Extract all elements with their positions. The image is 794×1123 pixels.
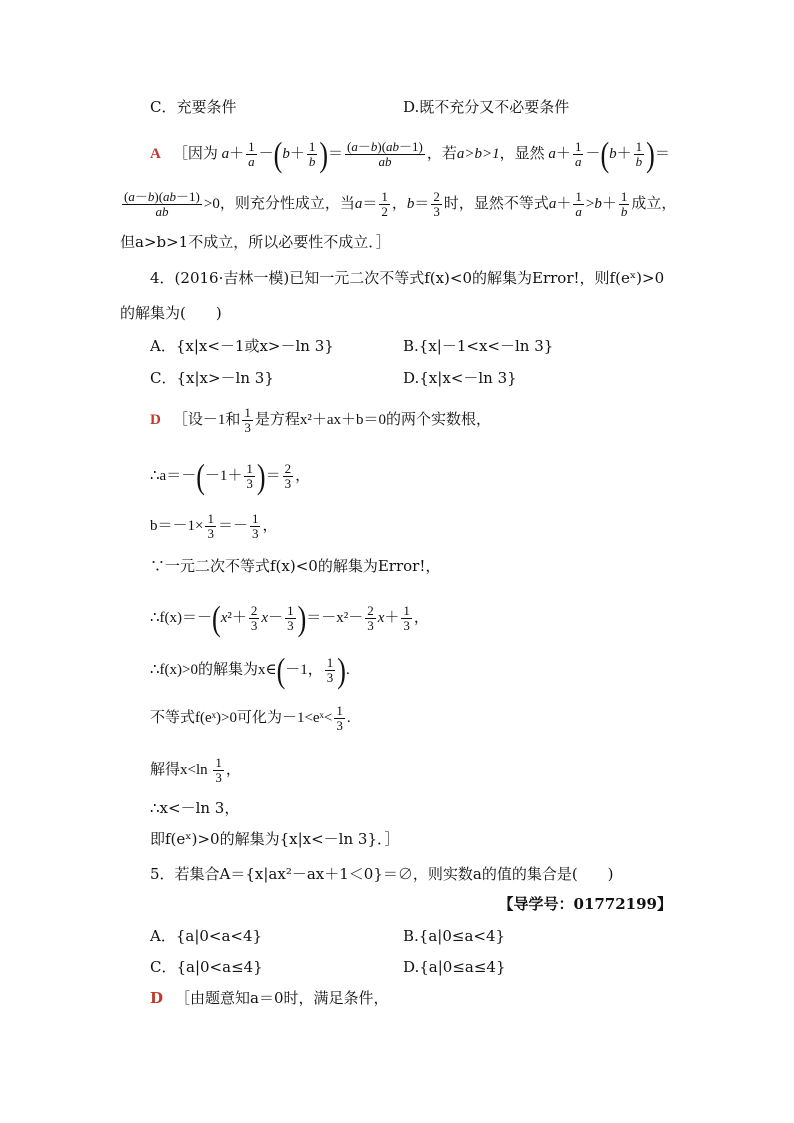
q4-solution-line1: D ［设－1和 $\frac{1}{3}$ 是方程x²＋ax＋b＝0的两个实数根， xyxy=(150,405,492,435)
q4-answer-letter: D xyxy=(150,411,161,428)
q4-solution-solve: 解得x<ln $\frac{1}{3}$ ， xyxy=(150,755,241,785)
q5-option-c: C．{a|0<a≤4} xyxy=(150,958,263,976)
q3-option-c: C．充要条件 xyxy=(150,98,237,116)
q3-answer-letter: A xyxy=(150,145,161,162)
q5-answer-letter: D xyxy=(150,989,164,1007)
q4-option-b: B.{x|－1<x<－ln 3} xyxy=(403,337,554,355)
q4-solution-result: ∴x<－ln 3， xyxy=(150,799,240,817)
q3-answer-line1: A ［因为 a＋ $\frac{1}{a}$ －(b＋ $\frac{1}{b}$ )＝ $\frac{(a-b)(ab-1)}{ab}$ ，若a>b>1，显然 a＋ $\frac{1}{a}$ －(b＋ $\frac{1}{b}$ )＝ xyxy=(150,134,670,174)
q4-solution-ineq: 不等式f(eˣ)>0可化为－1<eˣ< $\frac{1}{3}$ . xyxy=(150,703,351,733)
q3-answer-line2: $\frac{(a-b)(ab-1)}{ab}$ >0，则充分性成立，当a＝ $\frac{1}{2}$ ，b＝ $\frac{2}{3}$ 时，显然不等式a＋ $\frac{1}{a}$ >b＋ $\frac{1}{b}$ 成立， xyxy=(124,189,677,219)
q4-option-a: A．{x|x<－1或x>－ln 3} xyxy=(150,337,334,355)
q4-solution-final: 即f(eˣ)>0的解集为{x|x<－ln 3}．］ xyxy=(150,830,400,848)
q4-stem-line2: 的解集为( ) xyxy=(120,304,222,322)
q4-solution-set: ∴f(x)>0的解集为x∈(－1， $\frac{1}{3}$ ). xyxy=(150,650,350,690)
q4-option-c: C．{x|x>－ln 3} xyxy=(150,369,274,387)
q4-solution-f: ∴f(x)＝－(x²＋ $\frac{2}{3}$ x－ $\frac{1}{3}$ )＝－x²－ $\frac{2}{3}$ x＋ $\frac{1}{3}$ ， xyxy=(150,598,429,638)
q4-solution-error-line: ∵一元二次不等式f(x)<0的解集为Error!， xyxy=(150,557,441,575)
q4-solution-a: ∴a＝－(－1＋ $\frac{1}{3}$ )＝ $\frac{2}{3}$ ， xyxy=(150,456,311,496)
q3-option-d: D.既不充分又不必要条件 xyxy=(403,98,570,116)
q5-guide-number: 【导学号：01772199】 xyxy=(498,895,672,913)
q5-solution-line1: D ［由题意知a＝0时，满足条件， xyxy=(150,989,389,1007)
q3-answer-line3: 但a>b>1不成立，所以必要性不成立．］ xyxy=(120,233,391,251)
q5-option-d: D.{a|0≤a≤4} xyxy=(403,958,506,976)
q4-solution-b: b＝－1× $\frac{1}{3}$ ＝－ $\frac{1}{3}$ ， xyxy=(150,511,278,541)
q5-option-a: A．{a|0<a<4} xyxy=(150,927,263,945)
q4-option-d: D.{x|x<－ln 3} xyxy=(403,369,517,387)
q5-option-b: B.{a|0≤a<4} xyxy=(403,927,506,945)
q4-stem-line1: 4．(2016·吉林一模)已知一元二次不等式f(x)<0的解集为Error!，则f(eˣ)>0 xyxy=(150,269,665,287)
q5-stem: 5．若集合A＝{x|ax²－ax＋1＜0}＝∅，则实数a的值的集合是( ) xyxy=(150,865,614,883)
